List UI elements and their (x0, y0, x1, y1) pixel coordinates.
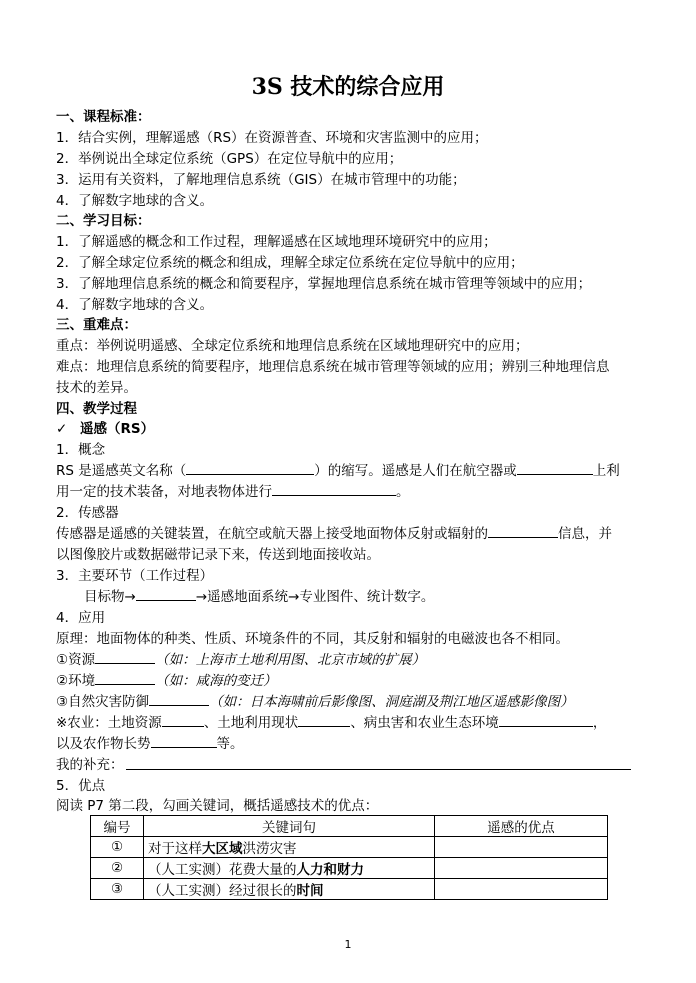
advantages-title: 5．优点 (56, 778, 106, 794)
keyword-bold: 人力和财力 (296, 862, 364, 878)
keyword-cell (144, 837, 435, 858)
answer-cell[interactable] (435, 837, 608, 858)
text: ※农业：土地资源 (56, 715, 162, 731)
section-heading-process: 四、教学过程 (56, 401, 137, 417)
text: 传感器是遥感的关键装置，在航空或航天器上接受地面物体反射或辐射的 (56, 526, 488, 542)
rs-heading: 遥感（RS） (80, 421, 155, 437)
text: 等。 (216, 736, 244, 752)
list-item: 1．结合实例，理解遥感（RS）在资源普查、环境和灾害监测中的应用； (56, 130, 488, 146)
fill-blank[interactable] (162, 713, 204, 727)
document-title: 3S 技术的综合应用 (251, 74, 445, 100)
answer-cell[interactable] (435, 879, 608, 900)
text: （人工实测）花费大量的 (148, 862, 297, 878)
fill-blank[interactable] (517, 461, 593, 475)
keyword-bold: 大区域 (202, 841, 243, 857)
text: 以及农作物长势 (56, 736, 151, 752)
advantages-intro: 阅读 P7 第二段，勾画关键词，概括遥感技术的优点： (56, 798, 379, 814)
application-title: 4．应用 (56, 610, 106, 626)
list-item: 4．了解数字地球的含义。 (56, 193, 214, 209)
text: →遥感地面系统→专业图件、统计数字。 (195, 589, 435, 605)
text: ①资源 (56, 652, 96, 668)
fill-blank[interactable] (95, 671, 155, 685)
application-resource (56, 650, 425, 670)
text: 用一定的技术装备，对地表物体进行 (56, 484, 272, 500)
fill-blank[interactable] (499, 713, 593, 727)
section-heading-goals: 二、学习目标： (56, 213, 151, 229)
row-number: ① (91, 837, 144, 858)
list-item: 3．了解地理信息系统的概念和简要程序，掌握地理信息系统在城市管理等领域中的应用； (56, 276, 592, 292)
text: ②环境 (56, 673, 96, 689)
fill-blank[interactable] (298, 713, 350, 727)
example-text: （如：咸海的变迁） (155, 673, 277, 689)
list-item: 3．运用有关资料，了解地理信息系统（GIS）在城市管理中的功能； (56, 172, 466, 188)
section-heading-curriculum: 一、课程标准： (56, 109, 151, 125)
supplement-blank-line[interactable] (126, 768, 631, 770)
fill-blank[interactable] (488, 524, 558, 538)
principle-text: 原理：地面物体的种类、性质、环境条件的不同，其反射和辐射的电磁波也各不相同。 (56, 631, 569, 647)
list-item: 2．举例说出全球定位系统（GPS）在定位导航中的应用； (56, 151, 403, 167)
list-item: 2．了解全球定位系统的概念和组成，理解全球定位系统在定位导航中的应用； (56, 255, 524, 271)
text: 上利 (592, 463, 620, 479)
text: ③自然灾害防御 (56, 694, 150, 710)
fill-blank[interactable] (136, 587, 196, 601)
table-row (91, 858, 608, 879)
column-header: 关键词句 (144, 816, 435, 837)
fill-blank[interactable] (149, 692, 209, 706)
text: ）的缩写。遥感是人们在航空器或 (314, 463, 517, 479)
text: RS 是遥感英文名称（ (56, 463, 187, 479)
list-item: 4．了解数字地球的含义。 (56, 297, 214, 313)
concept-line-cont (56, 482, 410, 502)
text: ， (592, 715, 607, 731)
table-header-row (91, 816, 608, 837)
example-text: （如：日本海啸前后影像图、洞庭湖及荆江地区遥感影像图） (209, 694, 574, 710)
sensor-line (56, 524, 612, 544)
process-line (84, 587, 434, 607)
check-icon: ✓ (56, 421, 68, 437)
table-row (91, 879, 608, 900)
answer-cell[interactable] (435, 858, 608, 879)
fill-blank[interactable] (95, 650, 155, 664)
example-text: （如：上海市土地利用图、北京市域的扩展） (155, 652, 426, 668)
key-point-text: 重点：举例说明遥感、全球定位系统和地理信息系统在区域地理研究中的应用； (56, 338, 529, 354)
text: 信息，并 (558, 526, 612, 542)
text: 。 (396, 484, 410, 500)
agriculture-line-cont (56, 734, 244, 754)
fill-blank[interactable] (151, 734, 217, 748)
application-disaster (56, 692, 574, 712)
fill-blank[interactable] (272, 482, 396, 496)
text: 、土地利用现状 (203, 715, 299, 731)
row-number: ② (91, 858, 144, 879)
concept-title: 1．概念 (56, 442, 106, 458)
text: 、病虫害和农业生态环境 (350, 715, 499, 731)
difficulty-text-cont: 技术的差异。 (56, 380, 137, 396)
difficulty-text: 难点：地理信息系统的简要程序，地理信息系统在城市管理等领域的应用；辨别三种地理信息 (56, 359, 610, 375)
row-number: ③ (91, 879, 144, 900)
page-number: 1 (344, 938, 352, 951)
list-item: 1．了解遥感的概念和工作过程，理解遥感在区域地理环境研究中的应用； (56, 234, 497, 250)
fill-blank[interactable] (186, 461, 314, 475)
sensor-title: 2．传感器 (56, 505, 119, 521)
keyword-cell (144, 858, 435, 879)
text: 目标物→ (84, 589, 136, 605)
section-heading-key-points: 三、重难点： (56, 317, 137, 333)
column-header: 遥感的优点 (435, 816, 608, 837)
concept-line (56, 461, 620, 481)
supplement-label: 我的补充： (56, 757, 124, 773)
keywords-table (90, 815, 608, 900)
table-row (91, 837, 608, 858)
text: 对于这样 (148, 841, 202, 857)
subsection-heading-rs (56, 419, 154, 439)
application-environment (56, 671, 277, 691)
agriculture-line (56, 713, 606, 733)
text: 洪涝灾害 (242, 841, 297, 857)
keyword-bold: 时间 (296, 883, 324, 899)
sensor-line-cont: 以图像胶片或数据磁带记录下来，传送到地面接收站。 (56, 547, 380, 563)
text: （人工实测）经过很长的 (148, 883, 297, 899)
process-title: 3．主要环节（工作过程） (56, 568, 214, 584)
column-header: 编号 (91, 816, 144, 837)
keyword-cell (144, 879, 435, 900)
